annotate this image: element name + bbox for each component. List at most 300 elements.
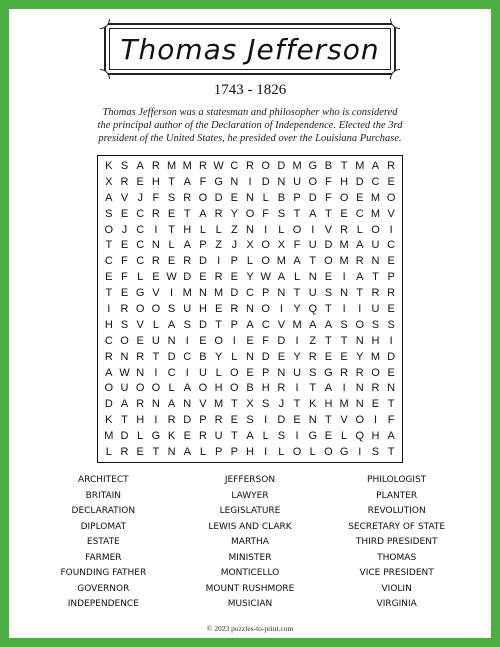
grid-letter[interactable]: G [308,159,318,172]
grid-letter[interactable]: O [324,255,333,268]
grid-letter[interactable]: I [342,271,346,284]
grid-letter[interactable]: T [309,382,317,395]
grid-letter[interactable]: G [135,287,145,300]
grid-letter[interactable]: M [339,239,349,252]
grid-letter[interactable]: N [246,223,254,236]
grid-letter[interactable]: D [230,287,239,300]
grid-letter[interactable]: I [217,255,221,268]
grid-letter[interactable]: U [120,382,129,395]
grid-letter[interactable]: O [261,255,270,268]
grid-letter[interactable]: N [167,334,176,347]
grid-letter[interactable]: E [387,302,395,315]
grid-letter[interactable]: H [151,175,160,188]
grid-letter[interactable]: P [230,318,238,331]
grid-letter[interactable]: L [199,446,206,459]
grid-letter[interactable]: L [309,446,316,459]
grid-letter[interactable]: E [387,175,395,188]
grid-letter[interactable]: D [183,271,192,284]
grid-letter[interactable]: A [105,366,113,379]
grid-letter[interactable]: O [135,302,145,315]
grid-letter[interactable]: D [198,255,207,268]
grid-letter[interactable]: E [324,271,333,284]
grid-letter[interactable]: O [261,239,270,252]
grid-letter[interactable]: F [325,191,332,204]
grid-letter[interactable]: I [373,414,377,427]
grid-letter[interactable]: Y [246,271,254,284]
grid-letter[interactable]: S [105,207,113,220]
grid-letter[interactable]: Y [356,350,364,363]
grid-letter[interactable]: R [355,366,364,379]
grid-letter[interactable]: R [214,271,223,284]
grid-letter[interactable]: D [387,350,396,363]
grid-letter[interactable]: O [230,382,239,395]
grid-letter[interactable]: A [136,159,144,172]
grid-letter[interactable]: A [371,159,380,172]
grid-letter[interactable]: I [185,366,189,379]
grid-letter[interactable]: I [170,287,174,300]
grid-letter[interactable]: A [183,175,191,188]
grid-letter[interactable]: N [120,350,129,363]
grid-letter[interactable]: V [120,191,129,204]
grid-letter[interactable]: L [152,318,159,331]
grid-letter[interactable]: D [120,430,129,443]
grid-letter[interactable]: P [387,271,395,284]
grid-letter[interactable]: A [183,239,191,252]
grid-letter[interactable]: H [340,175,349,188]
grid-letter[interactable]: B [246,382,254,395]
grid-letter[interactable]: N [355,382,364,395]
grid-letter[interactable]: J [231,239,238,252]
grid-letter[interactable]: E [230,414,238,427]
grid-letter[interactable]: V [152,287,160,300]
grid-letter[interactable]: R [371,382,380,395]
grid-letter[interactable]: O [214,334,223,347]
grid-letter[interactable]: T [325,302,332,315]
grid-letter[interactable]: T [340,334,348,347]
grid-letter[interactable]: G [151,430,161,443]
grid-letter[interactable]: C [183,350,192,363]
grid-letter[interactable]: F [262,334,270,347]
grid-letter[interactable]: M [370,191,381,204]
grid-letter[interactable]: H [261,382,270,395]
grid-letter[interactable]: A [183,446,191,459]
grid-letter[interactable]: L [262,430,269,443]
grid-letter[interactable]: I [342,302,346,315]
grid-letter[interactable]: C [355,207,364,220]
grid-letter[interactable]: X [105,175,113,188]
grid-letter[interactable]: R [151,159,160,172]
grid-letter[interactable]: H [183,223,192,236]
grid-letter[interactable]: E [230,271,238,284]
grid-letter[interactable]: R [183,255,192,268]
grid-letter[interactable]: H [371,334,380,347]
grid-letter[interactable]: S [246,414,254,427]
grid-letter[interactable]: R [371,287,380,300]
grid-letter[interactable]: S [340,318,348,331]
grid-letter[interactable]: R [136,350,145,363]
grid-letter[interactable]: E [387,366,395,379]
grid-letter[interactable]: Z [215,239,222,252]
grid-letter[interactable]: V [136,318,144,331]
grid-letter[interactable]: I [358,446,362,459]
grid-letter[interactable]: R [167,414,176,427]
grid-letter[interactable]: A [199,207,207,220]
grid-letter[interactable]: T [293,398,301,411]
grid-letter[interactable]: E [199,334,207,347]
grid-letter[interactable]: O [151,302,161,315]
grid-letter[interactable]: H [324,398,333,411]
grid-letter[interactable]: E [214,302,223,315]
grid-letter[interactable]: D [261,175,270,188]
grid-letter[interactable]: W [260,271,271,284]
grid-letter[interactable]: R [183,191,192,204]
grid-letter[interactable]: I [248,175,252,188]
grid-letter[interactable]: T [121,414,128,427]
grid-letter[interactable]: F [325,175,332,188]
grid-letter[interactable]: V [340,414,348,427]
grid-letter[interactable]: Z [309,334,317,347]
grid-letter[interactable]: Q [308,302,318,315]
grid-letter[interactable]: N [387,382,396,395]
grid-letter[interactable]: S [120,318,129,331]
grid-letter[interactable]: D [167,350,176,363]
grid-letter[interactable]: E [120,287,129,300]
grid-letter[interactable]: T [152,446,160,459]
grid-letter[interactable]: O [308,175,318,188]
grid-letter[interactable]: K [105,159,113,172]
grid-letter[interactable]: Y [230,207,238,220]
grid-letter[interactable]: L [215,366,222,379]
grid-letter[interactable]: E [277,350,286,363]
grid-letter[interactable]: F [262,207,270,220]
grid-letter[interactable]: D [183,414,192,427]
grid-letter[interactable]: T [325,207,332,220]
grid-letter[interactable]: I [358,302,362,315]
grid-letter[interactable]: S [262,398,270,411]
grid-letter[interactable]: G [324,366,333,379]
grid-letter[interactable]: T [168,175,175,188]
grid-letter[interactable]: O [198,382,208,395]
grid-letter[interactable]: R [198,430,207,443]
grid-letter[interactable]: C [230,159,239,172]
grid-letter[interactable]: L [262,191,269,204]
grid-letter[interactable]: E [199,271,207,284]
grid-letter[interactable]: W [213,159,224,172]
grid-letter[interactable]: Y [293,302,301,315]
grid-letter[interactable]: N [340,287,349,300]
grid-letter[interactable]: E [136,175,144,188]
grid-letter[interactable]: P [214,446,223,459]
grid-letter[interactable]: A [387,430,395,443]
grid-letter[interactable]: F [387,414,395,427]
grid-letter[interactable]: T [168,223,175,236]
grid-letter[interactable]: T [293,207,301,220]
grid-letter[interactable]: M [370,207,381,220]
grid-letter[interactable]: R [136,398,145,411]
grid-letter[interactable]: C [136,207,145,220]
grid-letter[interactable]: F [199,175,207,188]
grid-letter[interactable]: M [276,255,286,268]
grid-letter[interactable]: L [278,223,285,236]
grid-letter[interactable]: U [293,175,302,188]
grid-letter[interactable]: E [136,334,144,347]
grid-letter[interactable]: T [309,255,317,268]
grid-letter[interactable]: V [387,207,395,220]
grid-letter[interactable]: R [214,207,223,220]
grid-letter[interactable]: Z [230,223,238,236]
grid-letter[interactable]: E [152,271,160,284]
grid-letter[interactable]: W [119,366,130,379]
grid-letter[interactable]: S [371,318,380,331]
grid-letter[interactable]: M [339,398,349,411]
grid-letter[interactable]: Y [293,350,301,363]
grid-letter[interactable]: G [308,430,318,443]
grid-letter[interactable]: A [309,318,317,331]
grid-letter[interactable]: B [277,191,286,204]
grid-letter[interactable]: W [166,271,177,284]
grid-letter[interactable]: S [277,207,286,220]
grid-letter[interactable]: C [246,287,254,300]
grid-letter[interactable]: T [105,287,113,300]
grid-letter[interactable]: R [387,159,396,172]
grid-letter[interactable]: H [104,318,113,331]
grid-letter[interactable]: M [292,159,302,172]
grid-letter[interactable]: L [215,223,222,236]
grid-letter[interactable]: A [356,271,364,284]
grid-letter[interactable]: R [120,302,129,315]
grid-letter[interactable]: N [308,271,317,284]
grid-letter[interactable]: T [183,207,191,220]
grid-letter[interactable]: E [324,350,333,363]
grid-letter[interactable]: I [279,302,283,315]
grid-letter[interactable]: V [199,398,207,411]
grid-letter[interactable]: U [214,430,223,443]
grid-letter[interactable]: N [198,287,207,300]
grid-letter[interactable]: D [198,318,207,331]
grid-letter[interactable]: R [198,159,207,172]
grid-letter[interactable]: F [121,271,128,284]
grid-letter[interactable]: E [293,414,301,427]
grid-letter[interactable]: L [231,350,238,363]
grid-letter[interactable]: I [185,334,189,347]
grid-letter[interactable]: U [293,366,302,379]
grid-letter[interactable]: V [277,318,286,331]
grid-letter[interactable]: D [214,191,223,204]
grid-letter[interactable]: N [151,239,160,252]
grid-letter[interactable]: I [107,302,111,315]
grid-letter[interactable]: R [246,159,254,172]
grid-letter[interactable]: O [135,382,145,395]
grid-letter[interactable]: I [264,223,268,236]
grid-letter[interactable]: R [104,350,113,363]
grid-letter[interactable]: O [292,446,302,459]
grid-letter[interactable]: T [340,159,348,172]
grid-letter[interactable]: R [214,414,223,427]
grid-letter[interactable]: I [264,446,268,459]
grid-letter[interactable]: A [246,318,254,331]
grid-letter[interactable]: C [167,366,176,379]
grid-letter[interactable]: E [167,207,176,220]
grid-letter[interactable]: O [104,223,114,236]
grid-letter[interactable]: P [199,414,207,427]
grid-letter[interactable]: U [371,302,380,315]
grid-letter[interactable]: T [387,446,395,459]
grid-letter[interactable]: T [356,287,364,300]
grid-letter[interactable]: K [167,430,176,443]
grid-letter[interactable]: O [198,191,208,204]
grid-letter[interactable]: A [246,430,254,443]
grid-letter[interactable]: E [246,334,254,347]
grid-letter[interactable]: E [324,430,333,443]
grid-letter[interactable]: N [246,302,254,315]
grid-letter[interactable]: C [136,223,145,236]
grid-letter[interactable]: N [355,334,364,347]
grid-letter[interactable]: C [104,334,113,347]
grid-letter[interactable]: D [277,414,286,427]
grid-letter[interactable]: M [214,287,224,300]
grid-letter[interactable]: D [324,239,333,252]
grid-letter[interactable]: M [166,159,177,172]
grid-letter[interactable]: S [120,159,129,172]
grid-letter[interactable]: C [136,239,145,252]
grid-letter[interactable]: P [230,446,238,459]
grid-letter[interactable]: E [136,446,144,459]
grid-letter[interactable]: X [246,398,254,411]
grid-letter[interactable]: M [292,318,302,331]
grid-letter[interactable]: E [230,191,238,204]
grid-letter[interactable]: I [311,223,315,236]
grid-letter[interactable]: E [340,350,348,363]
grid-letter[interactable]: O [104,382,114,395]
grid-letter[interactable]: R [355,255,364,268]
grid-letter[interactable]: T [230,430,238,443]
grid-letter[interactable]: K [309,398,317,411]
grid-letter[interactable]: N [136,366,145,379]
grid-letter[interactable]: T [293,287,301,300]
grid-letter[interactable]: C [104,255,113,268]
grid-letter[interactable]: S [183,318,191,331]
grid-letter[interactable]: I [295,382,299,395]
grid-letter[interactable]: N [371,255,380,268]
grid-letter[interactable]: R [120,175,129,188]
grid-letter[interactable]: L [137,271,144,284]
grid-letter[interactable]: E [340,207,348,220]
grid-letter[interactable]: O [230,366,239,379]
grid-letter[interactable]: I [389,334,393,347]
grid-letter[interactable]: O [386,191,396,204]
grid-letter[interactable]: M [339,255,349,268]
grid-letter[interactable]: R [151,207,160,220]
grid-letter[interactable]: R [340,223,349,236]
grid-letter[interactable]: U [183,302,192,315]
grid-letter[interactable]: P [262,287,270,300]
grid-letter[interactable]: L [105,446,112,459]
grid-letter[interactable]: F [152,191,160,204]
grid-letter[interactable]: S [167,302,176,315]
grid-letter[interactable]: M [104,430,114,443]
grid-letter[interactable]: E [371,398,380,411]
grid-letter[interactable]: O [355,414,365,427]
grid-letter[interactable]: M [214,398,224,411]
grid-letter[interactable]: F [121,255,128,268]
grid-letter[interactable]: N [246,191,254,204]
grid-letter[interactable]: H [198,302,207,315]
grid-letter[interactable]: E [120,207,129,220]
grid-letter[interactable]: S [277,430,286,443]
grid-letter[interactable]: T [372,271,379,284]
grid-letter[interactable]: A [324,382,333,395]
grid-letter[interactable]: O [120,334,129,347]
grid-letter[interactable]: E [356,191,364,204]
grid-letter[interactable]: E [105,271,113,284]
grid-letter[interactable]: D [277,334,286,347]
grid-letter[interactable]: M [182,159,192,172]
grid-letter[interactable]: B [324,159,333,172]
grid-letter[interactable]: B [199,350,207,363]
grid-letter[interactable]: O [371,366,380,379]
grid-letter[interactable]: I [295,430,299,443]
grid-letter[interactable]: F [293,239,301,252]
grid-letter[interactable]: R [120,446,129,459]
grid-letter[interactable]: E [183,430,191,443]
grid-letter[interactable]: D [355,175,364,188]
grid-letter[interactable]: O [324,446,333,459]
grid-letter[interactable]: A [293,255,301,268]
grid-letter[interactable]: O [292,223,302,236]
grid-letter[interactable]: T [325,334,332,347]
grid-letter[interactable]: S [324,287,333,300]
grid-letter[interactable]: A [167,318,176,331]
grid-letter[interactable]: A [120,398,129,411]
grid-letter[interactable]: Y [214,350,223,363]
grid-letter[interactable]: L [246,255,254,268]
grid-letter[interactable]: U [308,287,317,300]
grid-letter[interactable]: O [245,207,255,220]
grid-letter[interactable]: R [340,366,349,379]
grid-letter[interactable]: M [370,350,381,363]
grid-letter[interactable]: R [151,255,160,268]
grid-letter[interactable]: A [167,398,176,411]
grid-letter[interactable]: R [277,382,286,395]
grid-letter[interactable]: L [356,223,363,236]
grid-letter[interactable]: I [154,366,158,379]
grid-letter[interactable]: I [154,414,158,427]
grid-letter[interactable]: X [277,239,286,252]
grid-letter[interactable]: H [371,430,380,443]
grid-letter[interactable]: I [295,334,299,347]
grid-letter[interactable]: E [387,255,395,268]
grid-letter[interactable]: D [261,350,270,363]
grid-letter[interactable]: N [183,398,192,411]
grid-letter[interactable]: L [199,223,206,236]
grid-letter[interactable]: D [308,191,317,204]
grid-letter[interactable]: I [232,334,236,347]
grid-letter[interactable]: G [339,446,349,459]
grid-letter[interactable]: A [105,191,113,204]
grid-letter[interactable]: P [199,239,207,252]
grid-letter[interactable]: D [277,159,286,172]
grid-letter[interactable]: L [168,382,175,395]
grid-letter[interactable]: N [308,414,317,427]
grid-letter[interactable]: M [182,287,192,300]
grid-letter[interactable]: R [308,350,317,363]
grid-letter[interactable]: A [324,318,333,331]
grid-letter[interactable]: T [215,318,222,331]
grid-letter[interactable]: M [355,159,365,172]
grid-letter[interactable]: S [167,191,176,204]
grid-letter[interactable]: C [261,318,270,331]
grid-letter[interactable]: E [120,239,129,252]
